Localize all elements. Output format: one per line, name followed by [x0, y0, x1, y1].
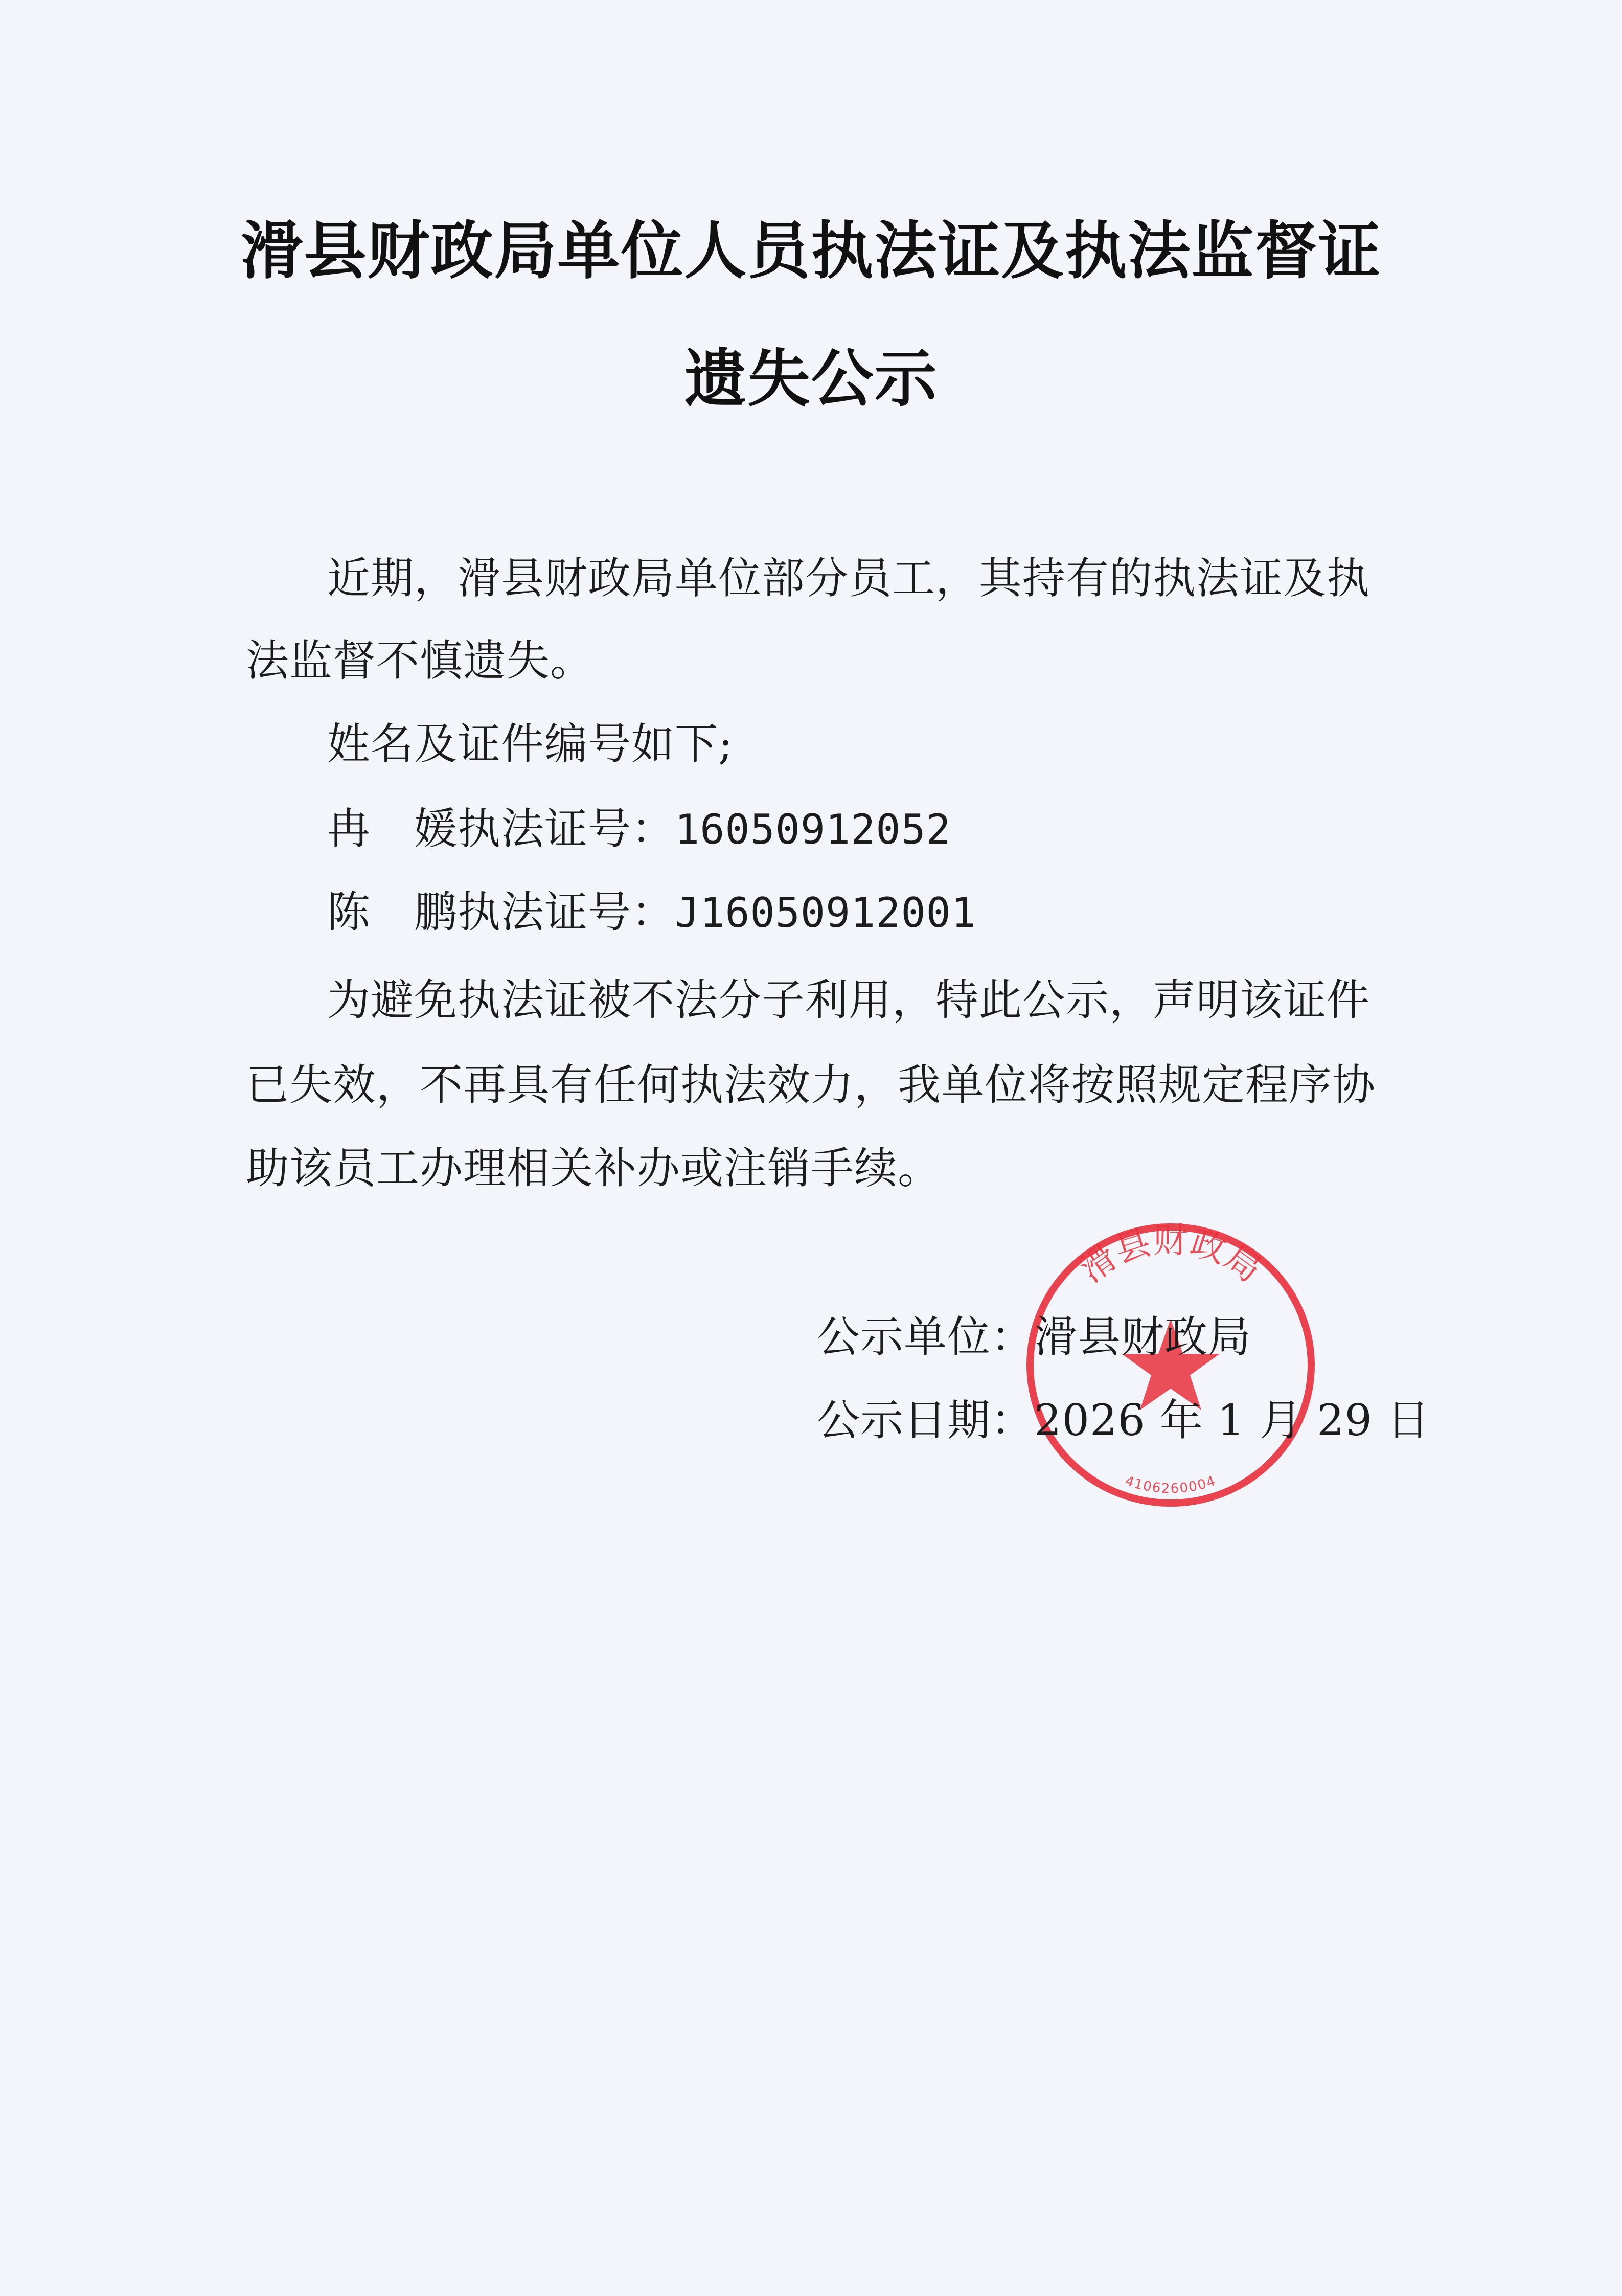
paragraph-1-line-1: 近期，滑县财政局单位部分员工，其持有的执法证及执: [327, 553, 1370, 603]
official-seal: [1022, 1217, 1319, 1513]
record-number: J16050912001: [675, 889, 976, 937]
issuer-row: [817, 1311, 1251, 1362]
paragraph-2: 姓名及证件编号如下;: [327, 719, 734, 769]
title-line-1: 滑县财政局单位人员执法证及执法监督证: [240, 214, 1382, 287]
record-row: [327, 803, 951, 855]
record-row: [327, 886, 976, 939]
record-number: 16050912052: [675, 806, 951, 853]
record-label: 执法证号：: [458, 887, 675, 937]
date-label: 公示日期：: [817, 1395, 1035, 1445]
seal-text: 滑县财政局: [1072, 1220, 1269, 1291]
seal-code: 4106260004: [1123, 1473, 1219, 1497]
record-name: 冉 媛: [327, 804, 458, 854]
paragraph-3-line-2: 已失效，不再具有任何执法效力，我单位将按照规定程序协: [246, 1060, 1376, 1110]
date-row: [817, 1395, 1430, 1446]
title-line-2: 遗失公示: [684, 342, 938, 415]
record-name: 陈 鹏: [327, 887, 458, 937]
paragraph-3-line-3: 助该员工办理相关补办或注销手续。: [246, 1143, 942, 1193]
issue-date: 2026 年 1 月 29 日: [1034, 1395, 1430, 1445]
issuer-name: 滑县财政局: [1034, 1312, 1252, 1362]
issuer-label: 公示单位：: [817, 1312, 1035, 1362]
paragraph-1-line-2: 法监督不慎遗失。: [246, 635, 594, 686]
record-label: 执法证号：: [458, 804, 675, 854]
paragraph-3-line-1: 为避免执法证被不法分子利用，特此公示，声明该证件: [327, 975, 1370, 1025]
